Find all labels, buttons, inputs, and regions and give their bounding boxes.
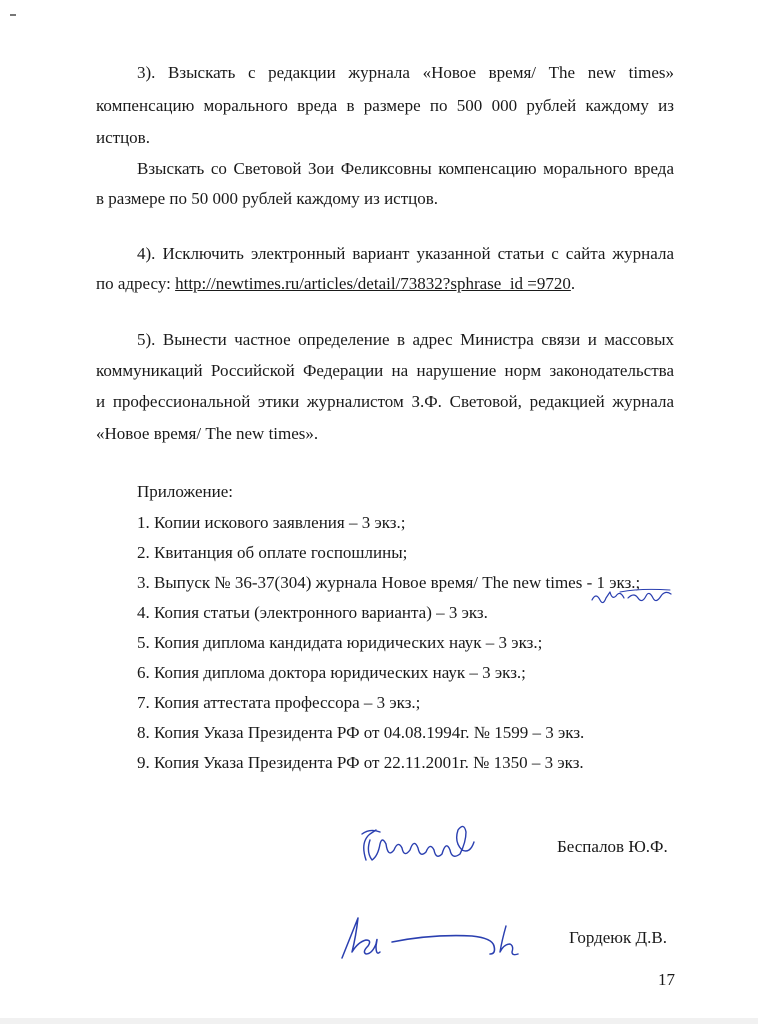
point-5-line-1: 5). Вынести частное определение в адрес Министра связи и массовых <box>137 330 674 349</box>
point-5-line-2: коммуникаций Российской Федерации на нарушение норм законодательства <box>96 361 674 380</box>
attachment-item-5: 5. Копия диплома кандидата юридических наук – 3 экз.; <box>137 633 543 652</box>
attachment-item-8: 8. Копия Указа Президента РФ от 04.08.1994г. № 1599 – 3 экз. <box>137 723 585 742</box>
signatory-name-1: Беспалов Ю.Ф. <box>557 837 668 856</box>
signature-bespalov <box>352 820 532 872</box>
attachment-item-6: 6. Копия диплома доктора юридических наук – 3 экз.; <box>137 663 526 682</box>
point-3-line-2: компенсацию морального вреда в размере по 500 000 рублей каждому из <box>96 96 674 115</box>
point-4-line-1: 4). Исключить электронный вариант указанной статьи с сайта журнала <box>137 244 674 263</box>
point-5-line-3: и профессиональной этики журналистом З.Ф. Световой, редакцией журнала <box>96 392 674 411</box>
signatory-name-2: Гордеюк Д.В. <box>569 928 667 947</box>
point-4-suffix: . <box>570 274 576 293</box>
point-3b-line-1: Взыскать со Световой Зои Феликсовны компенсацию морального вреда <box>137 159 674 178</box>
point-3b-line-2: в размере по 50 000 рублей каждому из истцов. <box>96 189 439 208</box>
point-5-line-4: «Новое время/ The new times». <box>96 424 319 443</box>
scan-mark <box>10 14 16 16</box>
attachment-item-9: 9. Копия Указа Президента РФ от 22.11.2001г. № 1350 – 3 экз. <box>137 753 584 772</box>
page-number: 17 <box>658 970 675 989</box>
handwritten-note-scribble <box>590 586 680 610</box>
signature-gordeyuk <box>336 912 546 964</box>
attachment-item-3: 3. Выпуск № 36-37(304) журнала Новое время/ The new times - 1 экз.; <box>137 573 641 592</box>
point-3-line-3: истцов. <box>96 128 150 147</box>
point-4-line-2 <box>96 274 575 294</box>
attachment-item-2: 2. Квитанция об оплате госпошлины; <box>137 543 408 562</box>
scan-bottom-edge <box>0 1018 758 1024</box>
point-3-line-1: 3). Взыскать с редакции журнала «Новое время/ The new times» <box>137 63 674 82</box>
attachment-item-7: 7. Копия аттестата профессора – 3 экз.; <box>137 693 421 712</box>
point-4-prefix: по адресу: <box>96 274 176 293</box>
attachment-item-4: 4. Копия статьи (электронного варианта) – 3 экз. <box>137 603 488 622</box>
article-url-link[interactable]: http://newtimes.ru/articles/detail/73832?sphrase_id =9720 <box>175 274 571 293</box>
attachments-heading: Приложение: <box>137 482 233 501</box>
attachment-item-1: 1. Копии искового заявления – 3 экз.; <box>137 513 406 532</box>
